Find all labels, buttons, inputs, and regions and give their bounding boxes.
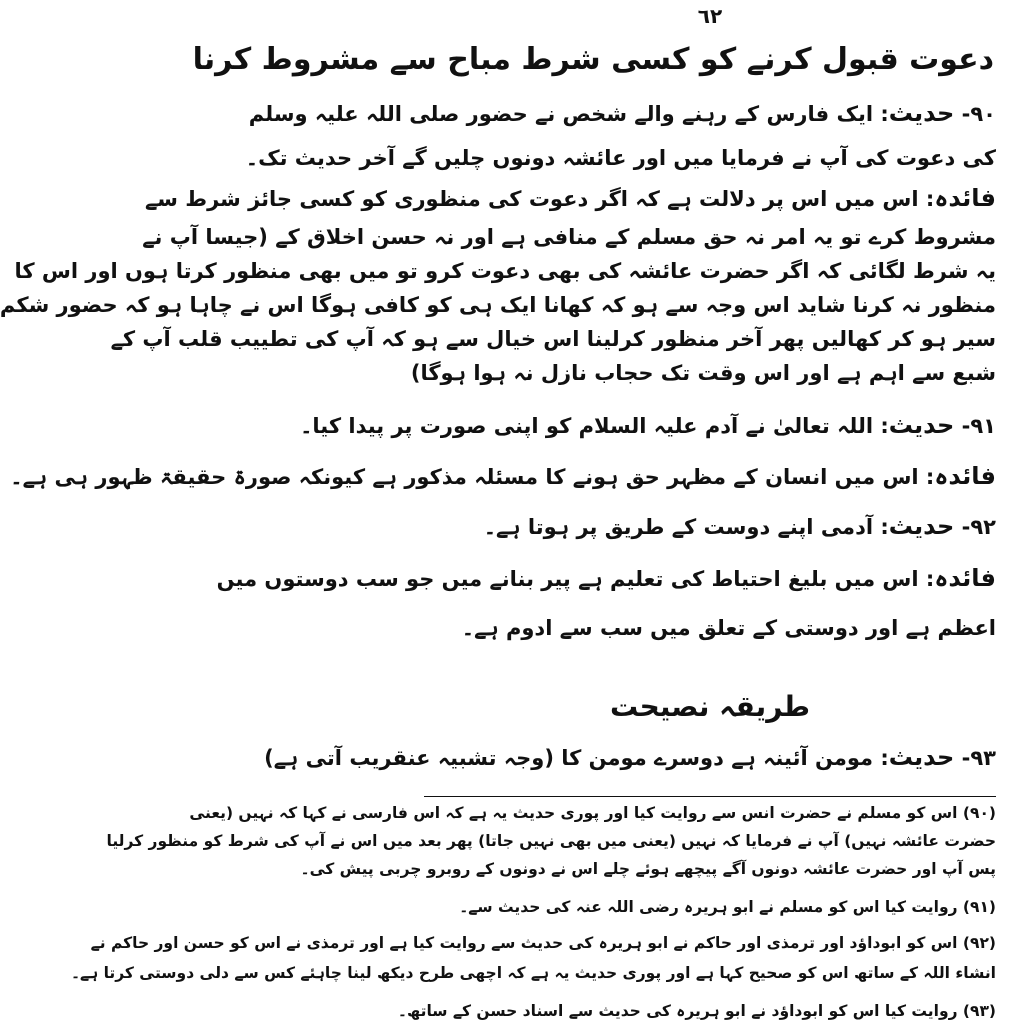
- faida-text: : اس میں بلیغ احتیاط کی تعلیم ہے پیر بنانے میں جو سب دوستوں میں: [216, 567, 935, 591]
- hadith-text: : ایک فارس کے رہنے والے شخص نے حضور صلی اللہ علیہ وسلم: [248, 102, 889, 126]
- faida-92-line-1: [216, 561, 996, 595]
- faida-label: فائدہ: [934, 564, 996, 592]
- hadith-number: ٩٣-: [961, 746, 996, 770]
- footnote-divider: [424, 796, 996, 797]
- faida-91: [10, 459, 996, 493]
- hadith-text: : آدمی اپنے دوست کے طریق پر ہوتا ہے۔: [483, 515, 889, 539]
- hadith-number: ٩٢-: [961, 515, 996, 539]
- hadith-number: ٩١-: [961, 414, 996, 438]
- faida-90-line-6: شبع سے اہم ہے اور اس وقت تک حجاب نازل نہ ہوا ہوگا): [410, 361, 996, 385]
- footnote-90-line-3: پس آپ اور حضرت عائشہ دونوں آگے پیچھے ہوئے چلے اس نے دونوں کے روبرو چربی پیش کی۔: [300, 860, 996, 878]
- section-title: دعوت قبول کرنے کو کسی شرط مباح سے مشروط کرنا: [192, 42, 994, 77]
- hadith-label: حدیث: [888, 411, 955, 439]
- faida-90-line-1: [145, 181, 996, 215]
- hadith-92: [424, 509, 996, 543]
- footnote-91: (٩١) روایت کیا اس کو مسلم نے ابو ہریرہ رضی اللہ عنہ کی حدیث سے۔: [459, 898, 996, 916]
- subheading: طریقہ نصیحت: [610, 690, 810, 723]
- hadith-text: : مومن آئینہ ہے دوسرے مومن کا (وجہ تشبیہ عنقریب آتی ہے): [264, 746, 889, 770]
- hadith-label: حدیث: [888, 99, 955, 127]
- faida-90-line-2: مشروط کرے تو یہ امر نہ حق مسلم کے منافی ہے اور نہ حسن اخلاق کے (جیسا آپ نے: [142, 225, 996, 249]
- faida-90-line-4: منظور نہ کرنا شاید اس وجہ سے ہو کہ کھانا ایک ہی کو کافی ہوگا اس نے چاہا ہو کہ حضور شکم: [0, 293, 996, 317]
- faida-label: فائدہ: [934, 462, 996, 490]
- faida-label: فائدہ: [934, 184, 996, 212]
- hadith-90-line-2: کی دعوت کی آپ نے فرمایا میں اور عائشہ دونوں چلیں گے آخر حدیث تک۔: [245, 146, 996, 170]
- footnote-93: (٩٣) روایت کیا اس کو ابوداؤد نے ابو ہریرہ کی حدیث سے اسناد حسن کے ساتھ۔: [397, 1002, 996, 1020]
- faida-90-line-3: یہ شرط لگائی کہ اگر حضرت عائشہ کی بھی دعوت کرو تو میں بھی منظور کرتا ہوں اور اس کا: [14, 259, 996, 283]
- hadith-number: ٩٠-: [961, 102, 996, 126]
- faida-90-line-5: سیر ہو کر کھالیں پھر آخر منظور کرلینا اس خیال سے ہو کہ آپ کی تطییب قلب آپ کے: [110, 327, 996, 351]
- footnote-90-line-2: حضرت عائشہ نہیں) آپ نے فرمایا کہ نہیں (یعنی میں بھی نہیں جاتا) پھر بعد میں اس نے آپ کی شرط کو منظور کرلیا: [106, 832, 996, 850]
- faida-text: : اس میں انسان کے مظہر حق ہونے کا مسئلہ مذکور ہے کیونکہ صورۃ حقیقۃ ظہور ہی ہے۔: [10, 465, 935, 489]
- footnote-92-line-2: انشاء اللہ کے ساتھ اس کو صحیح کہا ہے اور پوری حدیث یہ ہے کہ اچھی طرح دیکھ لینا چاہئے کس سے دلی دوستی کرتا ہے۔: [70, 964, 996, 982]
- page-number: ٦٢: [697, 4, 723, 28]
- hadith-label: حدیث: [888, 743, 955, 771]
- hadith-text: : اللہ تعالیٰ نے آدم علیہ السلام کو اپنی صورت پر پیدا کیا۔: [300, 414, 889, 438]
- hadith-93: [264, 740, 996, 774]
- hadith-label: حدیث: [888, 512, 955, 540]
- hadith-90-line-1: [248, 96, 996, 130]
- faida-text: : اس میں اس پر دلالت ہے کہ اگر دعوت کی منظوری کو کسی جائز شرط سے: [145, 187, 935, 211]
- hadith-91: [300, 408, 996, 442]
- footnote-92-line-1: (٩٢) اس کو ابوداؤد اور ترمذی اور حاکم نے ابو ہریرہ کی حدیث سے روایت کیا ہے اور ترمذی نے اس کو حسن اور حاکم نے: [90, 934, 996, 952]
- faida-92-line-2: اعظم ہے اور دوستی کے تعلق میں سب سے ادوم ہے۔: [461, 616, 996, 640]
- footnote-90-line-1: (٩٠) اس کو مسلم نے حضرت انس سے روایت کیا اور پوری حدیث یہ ہے کہ اس فارسی نے کہا کہ نہیں (یعنی: [189, 804, 996, 822]
